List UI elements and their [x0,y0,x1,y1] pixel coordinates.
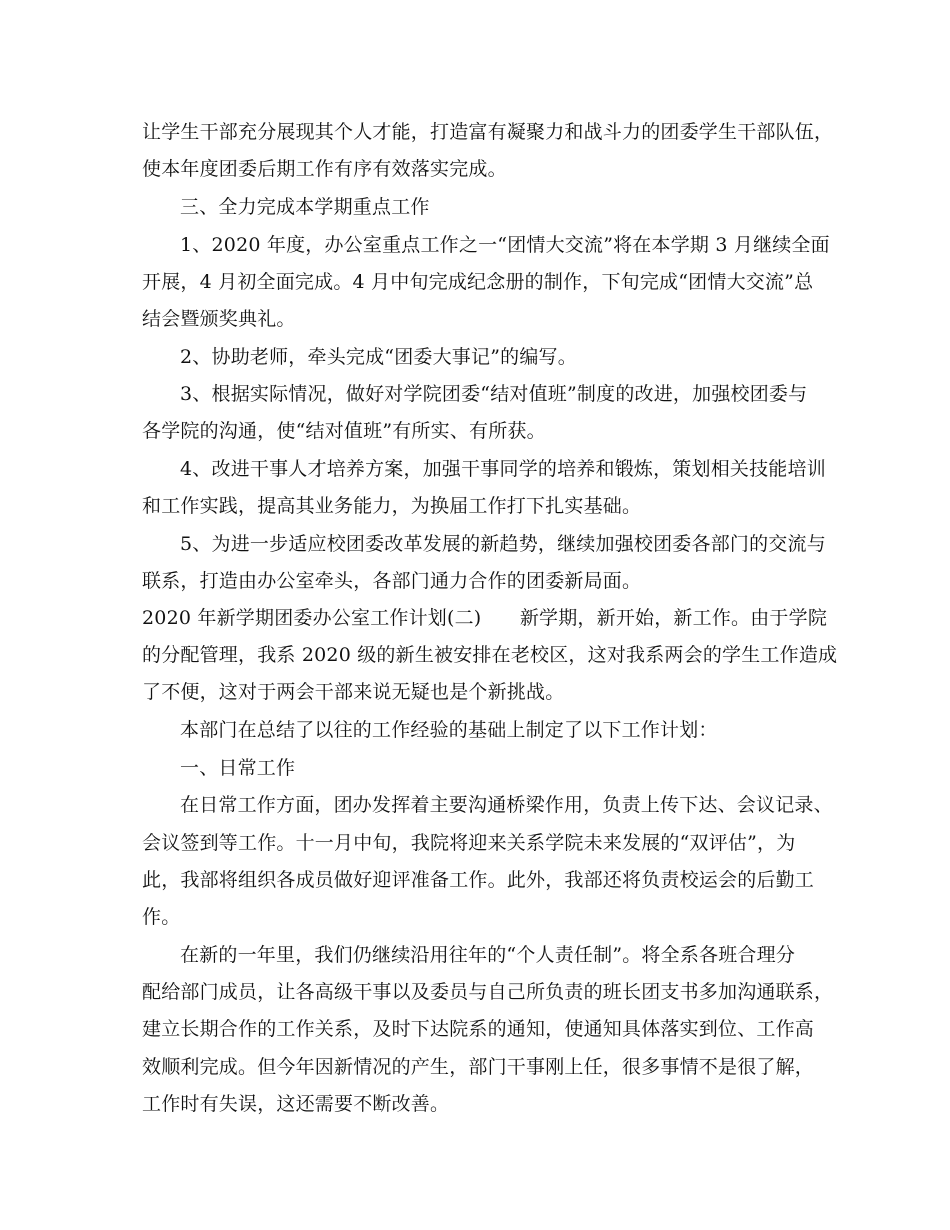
text-line: 本部门在总结了以往的工作经验的基础上制定了以下工作计划： [180,719,718,741]
text-line: 4、改进干事人才培养方案，加强干事同学的培养和锻炼，策划相关技能培训 [180,458,826,480]
section-heading: 三、全力完成本学期重点工作 [180,196,430,218]
text-line: 作。 [142,906,181,928]
text-line: 开展，4 月初全面完成。4 月中旬完成纪念册的制作，下旬完成“团情大交流”总 [142,271,814,293]
text-line: 联系，打造由办公室牵头，各部门通力合作的团委新局面。 [142,570,642,592]
text-line: 在新的一年里，我们仍继续沿用往年的“个人责任制”。将全系各班合理分 [180,944,796,966]
text-line: 2020 年新学期团委办公室工作计划(二) 新学期，新开始，新工作。由于学院 [142,607,828,629]
text-line: 2、协助老师，牵头完成“团委大事记”的编写。 [180,346,577,368]
text-line: 3、根据实际情况，做好对学院团委“结对值班”制度的改进，加强校团委与 [180,383,808,405]
text-line: 在日常工作方面，团办发挥着主要沟通桥梁作用，负责上传下达、会议记录、 [180,794,833,816]
text-line: 和工作实践，提高其业务能力，为换届工作打下扎实基础。 [142,495,642,517]
text-line: 结会暨颁奖典礼。 [142,308,296,330]
section-heading: 一、日常工作 [180,757,296,779]
text-line: 的分配管理，我系 2020 级的新生被安排在老校区，这对我系两会的学生工作造成 [142,644,838,666]
text-line: 配给部门成员，让各高级干事以及委员与自己所负责的班长团支书多加沟通联系， [142,981,834,1003]
text-line: 会议签到等工作。十一月中旬，我院将迎来关系学院未来发展的“双评估”，为 [142,832,796,854]
text-line: 了不便，这对于两会干部来说无疑也是个新挑战。 [142,681,565,703]
text-line: 5、为进一步适应校团委改革发展的新趋势，继续加强校团委各部门的交流与 [180,533,826,555]
text-line: 建立长期合作的工作关系，及时下达院系的通知，使通知具体落实到位、工作高 [142,1018,815,1040]
text-line: 让学生干部充分展现其个人才能，打造富有凝聚力和战斗力的团委学生干部队伍， [142,121,834,143]
text-line: 工作时有失误，这还需要不断改善。 [142,1093,450,1115]
text-line: 各学院的沟通，使“结对值班”有所实、有所获。 [142,420,546,442]
text-line: 此，我部将组织各成员做好迎评准备工作。此外，我部还将负责校运会的后勤工 [142,869,815,891]
text-line: 使本年度团委后期工作有序有效落实完成。 [142,158,507,180]
text-line: 1、2020 年度，办公室重点工作之一“团情大交流”将在本学期 3 月继续全面 [180,234,830,256]
text-line: 效顺利完成。但今年因新情况的产生，部门干事刚上任，很多事情不是很了解， [142,1056,815,1078]
